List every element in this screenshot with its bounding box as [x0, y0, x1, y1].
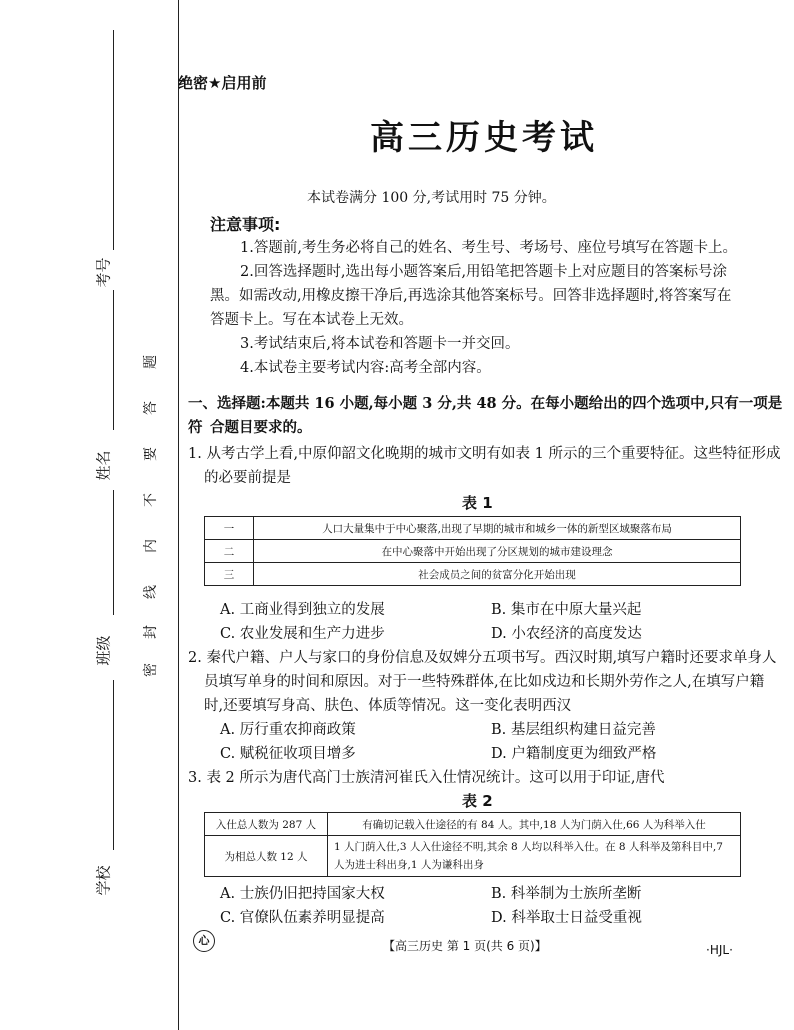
option-d: D. 科举取士日益受重视 — [491, 910, 642, 926]
question-3-stem: 3. 表 2 所示为唐代高门士族清河崔氏入仕情况统计。这可以用于印证,唐代 — [188, 770, 665, 786]
option-b: B. 科举制为士族所垄断 — [491, 886, 642, 902]
question-2-stem: 2. 秦代户籍、户人与家口的身份信息及奴婢分五项书写。西汉时期,填写户籍时还要求单身人 — [188, 650, 777, 666]
table-cell: 为相总人数 12 人 — [205, 836, 328, 877]
notice-item: 黑。如需改动,用橡皮擦干净后,再选涂其他答案标号。回答非选择题时,将答案写在 — [210, 288, 732, 304]
table-2-caption: 表 2 — [462, 792, 493, 810]
paper-code: ·HJL· — [706, 943, 733, 957]
table-row — [205, 563, 741, 586]
question-1-stem: 1. 从考古学上看,中原仰韶文化晚期的城市文明有如表 1 所示的三个重要特征。这些特征形成 — [188, 446, 781, 462]
page-number: 【高三历史 第 1 页(共 6 页)】 — [383, 939, 547, 953]
table-row — [205, 517, 741, 540]
table-row — [205, 836, 741, 877]
seal-char: 答 — [143, 401, 159, 415]
table-row — [205, 540, 741, 563]
table-row — [205, 813, 741, 836]
seal-char: 题 — [143, 355, 159, 369]
class-label: 班级 — [94, 635, 113, 666]
notice-item: 3.考试结束后,将本试卷和答题卡一并交回。 — [240, 336, 520, 352]
table-cell: 在中心聚落中开始出现了分区规划的城市建设理念 — [254, 540, 741, 563]
table-cell: 社会成员之间的贫富分化开始出现 — [254, 563, 741, 586]
option-a: A. 工商业得到独立的发展 — [220, 602, 385, 618]
table-cell: 人口大量集中于中心聚落,出现了早期的城市和城乡一体的新型区域聚落布局 — [254, 517, 741, 540]
option-c: C. 官僚队伍素养明显提高 — [220, 910, 385, 926]
seal-char: 要 — [143, 447, 159, 461]
name-underline — [113, 290, 114, 430]
question-2-stem-cont: 员填写单身的时间和原因。对于一些特殊群体,在比如戍边和长期外劳作之人,在填写户籍 — [204, 674, 765, 690]
seal-char: 内 — [143, 539, 159, 553]
table-cell: 三 — [205, 563, 254, 586]
option-a: A. 厉行重农抑商政策 — [220, 722, 356, 738]
name-label: 姓名 — [94, 450, 113, 481]
seal-char: 线 — [143, 585, 159, 599]
page-title: 高三历史考试 — [370, 118, 598, 158]
option-c: C. 农业发展和生产力进步 — [220, 626, 385, 642]
seal-char: 封 — [143, 625, 159, 639]
seal-char: 不 — [143, 493, 159, 507]
section-heading-cont: 合题目要求的。 — [210, 419, 312, 436]
table-2 — [204, 812, 741, 877]
question-2-stem-cont: 时,还要填写身高、肤色、体质等情况。这一变化表明西汉 — [204, 698, 572, 714]
option-c: C. 赋税征收项目增多 — [220, 746, 356, 762]
seal-char: 密 — [143, 663, 159, 677]
school-label: 学校 — [94, 865, 113, 896]
option-d: D. 户籍制度更为细致严格 — [491, 746, 657, 762]
exam-no-underline — [113, 30, 114, 250]
table-1-caption: 表 1 — [462, 494, 493, 512]
publisher-logo-icon: 心 — [193, 930, 215, 952]
option-b: B. 基层组织构建日益完善 — [491, 722, 656, 738]
section-heading: 一、选择题:本题共 16 小题,每小题 3 分,共 48 分。在每小题给出的四个选项中,只有一项是符 — [188, 395, 783, 436]
option-b: B. 集市在中原大量兴起 — [491, 602, 642, 618]
school-underline — [113, 680, 114, 850]
table-cell: 二 — [205, 540, 254, 563]
table-cell: 一 — [205, 517, 254, 540]
secret-label: 绝密★启用前 — [178, 74, 267, 92]
table-cell: 入仕总人数为 287 人 — [205, 813, 328, 836]
notice-item: 4.本试卷主要考试内容:高考全部内容。 — [240, 360, 491, 376]
notice-item: 2.回答选择题时,选出每小题答案后,用铅笔把答题卡上对应题目的答案标号涂 — [240, 264, 728, 280]
option-d: D. 小农经济的高度发达 — [491, 626, 642, 642]
notice-item: 1.答题前,考生务必将自己的姓名、考生号、考场号、座位号填写在答题卡上。 — [240, 240, 737, 256]
exam-info: 本试卷满分 100 分,考试用时 75 分钟。 — [307, 190, 556, 206]
table-1 — [204, 516, 741, 586]
notice-item: 答题卡上。写在本试卷上无效。 — [210, 312, 413, 328]
table-cell: 有确切记载入仕途径的有 84 人。其中,18 人为门荫入仕,66 人为科举入仕 — [328, 813, 741, 836]
exam-no-label: 考号 — [94, 257, 113, 288]
table-cell: 1 人门荫入仕,3 人入仕途径不明,其余 8 人均以科举入仕。在 8 人科举及第科目中,7 人为进士科出身,1 人为谦科出身 — [328, 836, 741, 877]
class-underline — [113, 490, 114, 615]
notice-heading: 注意事项: — [210, 215, 281, 234]
binding-line — [178, 0, 179, 1030]
option-a: A. 士族仍旧把持国家大权 — [220, 886, 385, 902]
question-1-stem-cont: 的必要前提是 — [204, 470, 291, 486]
